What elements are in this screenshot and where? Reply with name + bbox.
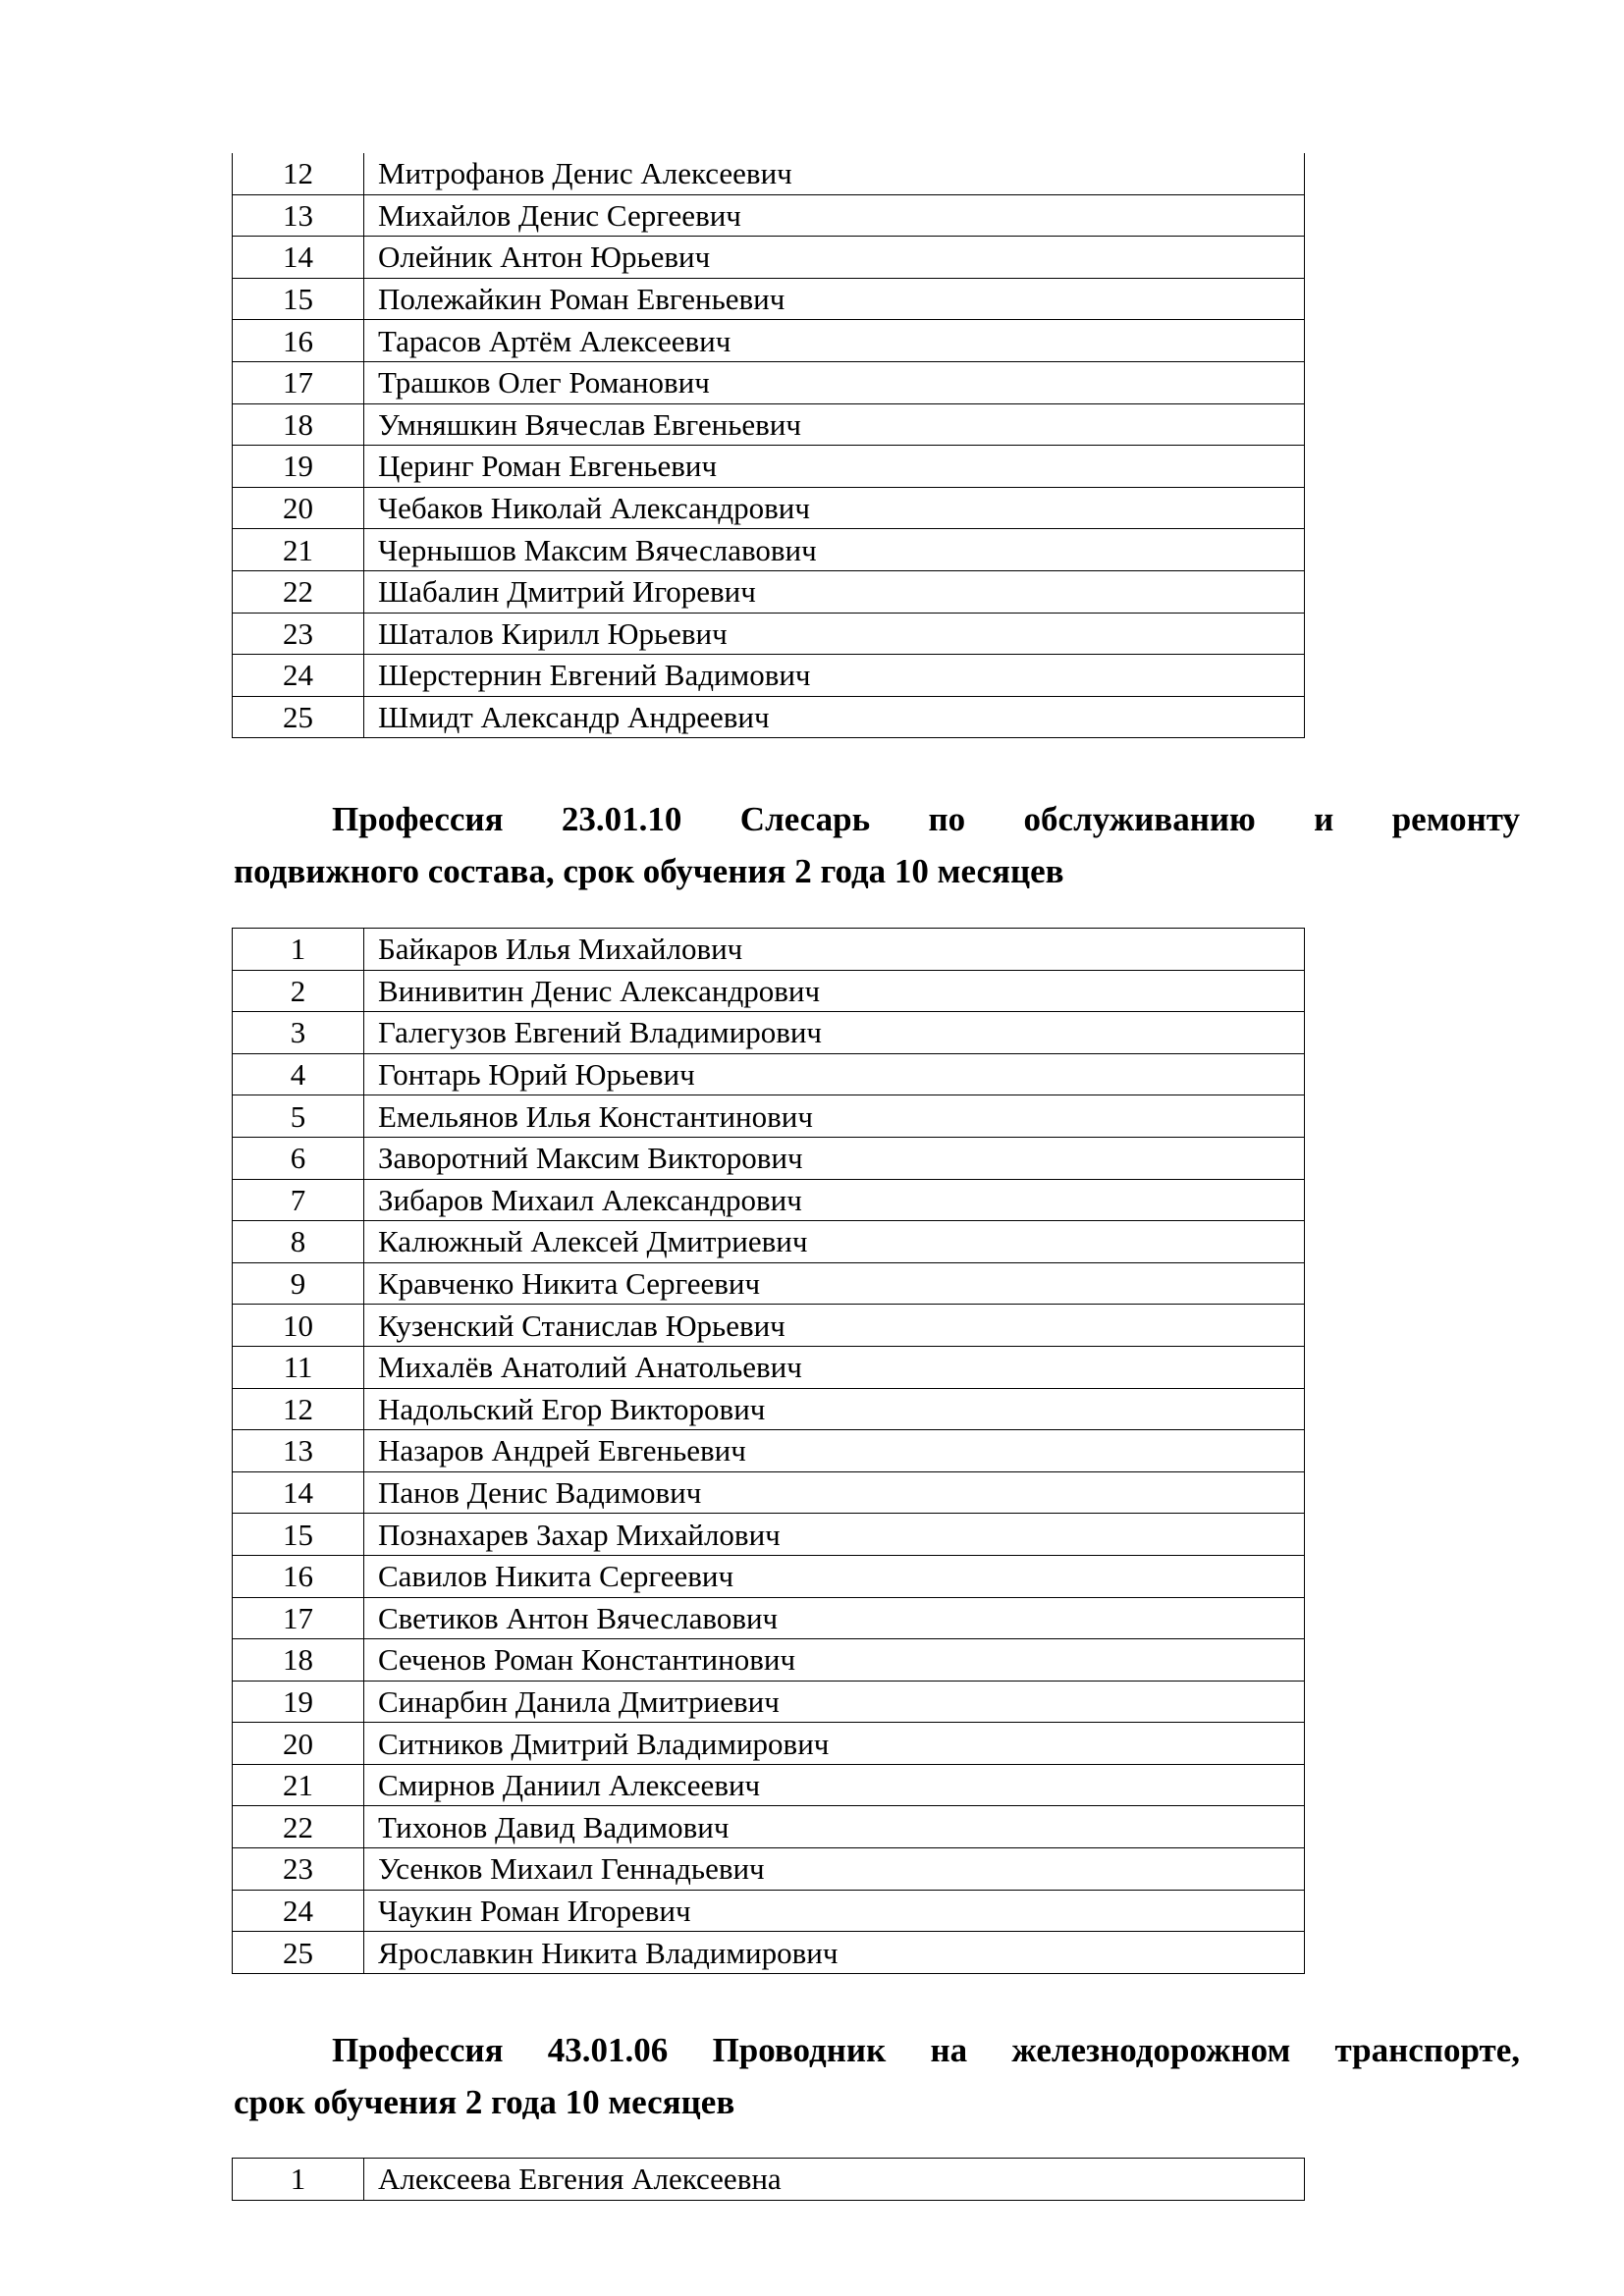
row-number: 6 [233,1137,364,1179]
row-number: 23 [233,613,364,655]
table-row [233,237,1305,279]
student-name: Митрофанов Денис Алексеевич [364,153,1305,194]
table-row [233,529,1305,571]
profession-heading-line1: Профессия 23.01.10 Слесарь по обслуживанию и ремонту [332,800,1520,838]
student-name: Байкаров Илья Михайлович [364,929,1305,971]
row-number: 23 [233,1848,364,1891]
student-name: Гонтарь Юрий Юрьевич [364,1053,1305,1095]
row-number: 9 [233,1262,364,1305]
student-name: Назаров Андрей Евгеньевич [364,1430,1305,1472]
profession-heading-line1: Профессия 43.01.06 Проводник на железнодорожном транспорте, [332,2031,1520,2069]
row-number: 12 [233,1388,364,1430]
profession-heading-43-01-06 [234,2024,1520,2128]
table-row [233,1639,1305,1682]
student-table-43-01-06 [232,2158,1305,2201]
student-name: Галегузов Евгений Владимирович [364,1012,1305,1054]
student-name: Чебаков Николай Александрович [364,487,1305,529]
table-row [233,1848,1305,1891]
row-number: 13 [233,194,364,237]
table-row [233,361,1305,403]
student-name: Полежайкин Роман Евгеньевич [364,278,1305,320]
row-number: 17 [233,361,364,403]
table-row [233,1890,1305,1932]
table-row [233,194,1305,237]
table-row [233,1095,1305,1138]
student-name: Шаталов Кирилл Юрьевич [364,613,1305,655]
student-name: Кравченко Никита Сергеевич [364,1262,1305,1305]
student-name: Смирнов Даниил Алексеевич [364,1764,1305,1806]
table-row [233,613,1305,655]
student-name: Панов Денис Вадимович [364,1471,1305,1514]
row-number: 11 [233,1346,364,1388]
table-row [233,1137,1305,1179]
table-row [233,1932,1305,1974]
row-number: 16 [233,1555,364,1597]
table-row [233,1346,1305,1388]
student-name: Калюжный Алексей Дмитриевич [364,1221,1305,1263]
row-number: 3 [233,1012,364,1054]
student-table-continued [232,153,1305,738]
table-row [233,1471,1305,1514]
table-row [233,655,1305,697]
student-name: Умняшкин Вячеслав Евгеньевич [364,403,1305,446]
row-number: 17 [233,1597,364,1639]
student-name: Чаукин Роман Игоревич [364,1890,1305,1932]
table-row [233,446,1305,488]
row-number: 21 [233,529,364,571]
student-name: Ярославкин Никита Владимирович [364,1932,1305,1974]
table-row [233,1221,1305,1263]
student-name: Сеченов Роман Константинович [364,1639,1305,1682]
table-row [233,1388,1305,1430]
student-name: Винивитин Денис Александрович [364,970,1305,1012]
student-name: Заворотний Максим Викторович [364,1137,1305,1179]
row-number: 20 [233,487,364,529]
row-number: 14 [233,237,364,279]
table-row [233,570,1305,613]
student-name: Зибаров Михаил Александрович [364,1179,1305,1221]
row-number: 20 [233,1723,364,1765]
row-number: 24 [233,1890,364,1932]
table-row [233,696,1305,738]
student-name: Трашков Олег Романович [364,361,1305,403]
table-row [233,970,1305,1012]
student-name: Синарбин Данила Дмитриевич [364,1681,1305,1723]
table-row [233,1764,1305,1806]
table-row [233,2159,1305,2201]
row-number: 1 [233,929,364,971]
table-row [233,1053,1305,1095]
row-number: 19 [233,446,364,488]
student-name: Олейник Антон Юрьевич [364,237,1305,279]
row-number: 25 [233,1932,364,1974]
student-name: Алексеева Евгения Алексеевна [364,2159,1305,2201]
table-row [233,320,1305,362]
profession-heading-line2: подвижного состава, срок обучения 2 года 10 месяцев [234,852,1064,890]
student-name: Тарасов Артём Алексеевич [364,320,1305,362]
student-name: Емельянов Илья Константинович [364,1095,1305,1138]
row-number: 18 [233,403,364,446]
row-number: 2 [233,970,364,1012]
row-number: 15 [233,1514,364,1556]
student-name: Усенков Михаил Геннадьевич [364,1848,1305,1891]
profession-heading-line2: срок обучения 2 года 10 месяцев [234,2083,735,2121]
row-number: 18 [233,1639,364,1682]
table-row [233,1514,1305,1556]
student-name: Чернышов Максим Вячеславович [364,529,1305,571]
row-number: 8 [233,1221,364,1263]
table-row [233,1555,1305,1597]
student-name: Кузенский Станислав Юрьевич [364,1305,1305,1347]
row-number: 1 [233,2159,364,2201]
table-row [233,1806,1305,1848]
row-number: 5 [233,1095,364,1138]
table-row [233,487,1305,529]
table-row [233,1012,1305,1054]
row-number: 14 [233,1471,364,1514]
row-number: 22 [233,1806,364,1848]
table-row [233,929,1305,971]
row-number: 15 [233,278,364,320]
row-number: 10 [233,1305,364,1347]
student-name: Михайлов Денис Сергеевич [364,194,1305,237]
student-name: Шабалин Дмитрий Игоревич [364,570,1305,613]
student-name: Шерстернин Евгений Вадимович [364,655,1305,697]
row-number: 19 [233,1681,364,1723]
student-name: Тихонов Давид Вадимович [364,1806,1305,1848]
row-number: 7 [233,1179,364,1221]
profession-heading-23-01-10 [234,793,1520,897]
table-row [233,403,1305,446]
row-number: 24 [233,655,364,697]
student-name: Светиков Антон Вячеславович [364,1597,1305,1639]
table-row [233,1430,1305,1472]
row-number: 4 [233,1053,364,1095]
student-name: Савилов Никита Сергеевич [364,1555,1305,1597]
row-number: 12 [233,153,364,194]
table-row [233,1262,1305,1305]
table-row [233,153,1305,194]
table-row [233,1179,1305,1221]
student-name: Надольский Егор Викторович [364,1388,1305,1430]
row-number: 22 [233,570,364,613]
row-number: 25 [233,696,364,738]
student-name: Михалёв Анатолий Анатольевич [364,1346,1305,1388]
student-name: Познахарев Захар Михайлович [364,1514,1305,1556]
student-name: Церинг Роман Евгеньевич [364,446,1305,488]
row-number: 21 [233,1764,364,1806]
row-number: 16 [233,320,364,362]
table-row [233,1681,1305,1723]
row-number: 13 [233,1430,364,1472]
student-name: Ситников Дмитрий Владимирович [364,1723,1305,1765]
table-row [233,1305,1305,1347]
student-name: Шмидт Александр Андреевич [364,696,1305,738]
table-row [233,278,1305,320]
table-row [233,1723,1305,1765]
student-table-23-01-10 [232,928,1305,1974]
table-row [233,1597,1305,1639]
